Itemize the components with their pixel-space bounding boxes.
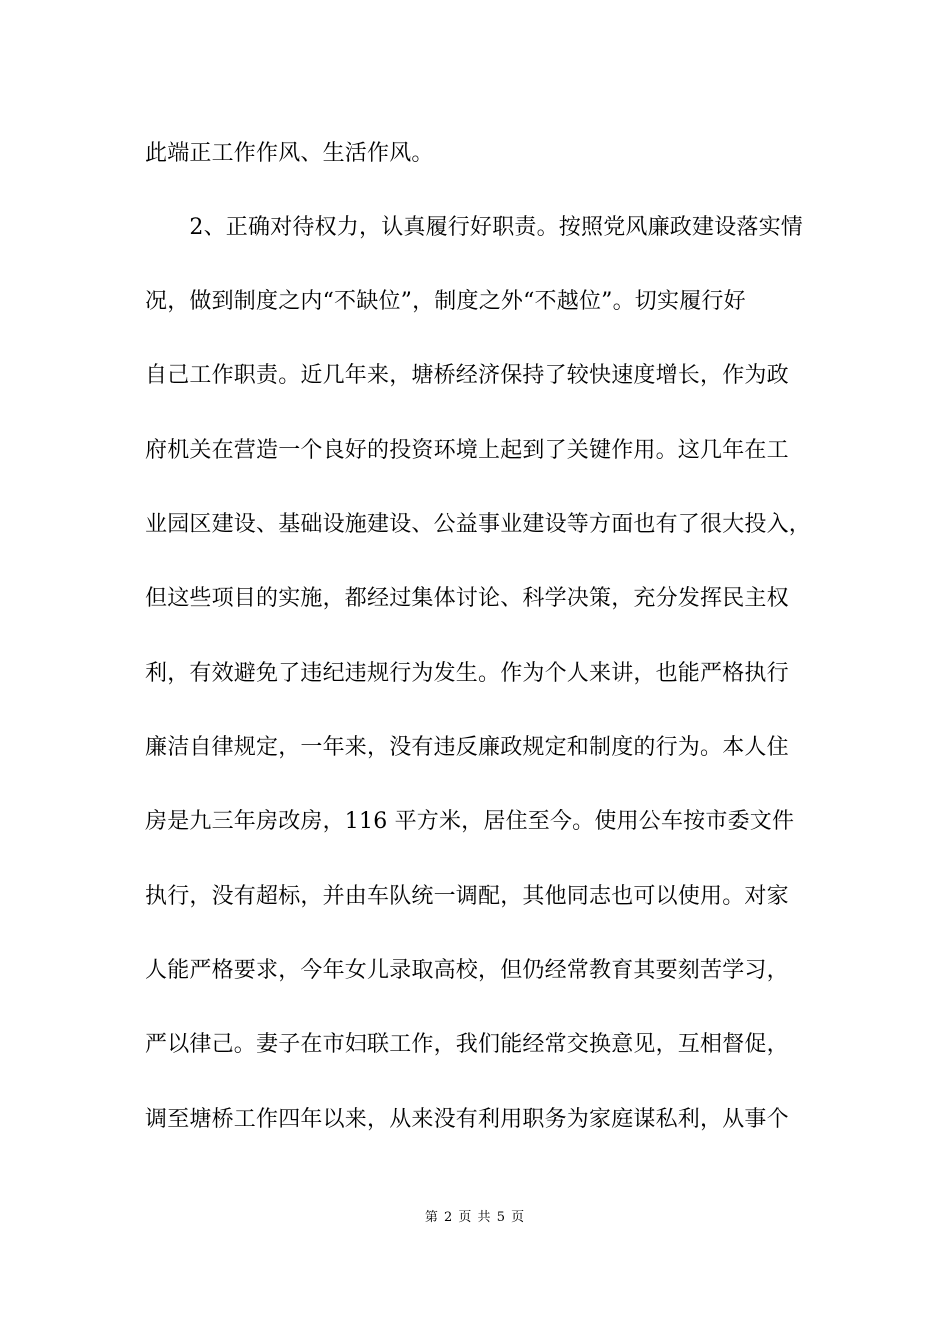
body-line-4: 自己工作职责。近几年来，塘桥经济保持了较快速度增长，作为政 (145, 363, 789, 388)
page-number-footer: 第 2 页 共 5 页 (424, 1210, 526, 1225)
body-line-11: 执行，没有超标，并由车队统一调配，其他同志也可以使用。对家 (145, 884, 789, 909)
body-line-5: 府机关在营造一个良好的投资环境上起到了关键作用。这几年在工 (145, 438, 789, 463)
body-line-10: 房是九三年房改房，116 平方米，居住至今。使用公车按市委文件 (145, 809, 795, 834)
body-line-9: 廉洁自律规定，一年来，没有违反廉政规定和制度的行为。本人住 (145, 735, 789, 760)
body-line-12: 人能严格要求，今年女儿录取高校，但仍经常教育其要刻苦学习， (145, 958, 789, 983)
body-line-6: 业园区建设、基础设施建设、公益事业建设等方面也有了很大投入， (145, 512, 812, 537)
body-line-1: 此端正工作作风、生活作风。 (145, 141, 434, 166)
body-line-3: 况，做到制度之内“不缺位”，制度之外“不越位”。切实履行好 (145, 289, 746, 314)
body-line-14: 调至塘桥工作四年以来，从来没有利用职务为家庭谋私利，从事个 (145, 1107, 789, 1132)
body-line-8: 利，有效避免了违纪违规行为发生。作为个人来讲，也能严格执行 (145, 661, 789, 686)
body-line-7: 但这些项目的实施，都经过集体讨论、科学决策，充分发挥民主权 (145, 586, 789, 611)
body-line-13: 严以律己。妻子在市妇联工作，我们能经常交换意见，互相督促， (145, 1032, 789, 1057)
body-line-2: 2、正确对待权力，认真履行好职责。按照党风廉政建设落实情 (145, 215, 803, 240)
